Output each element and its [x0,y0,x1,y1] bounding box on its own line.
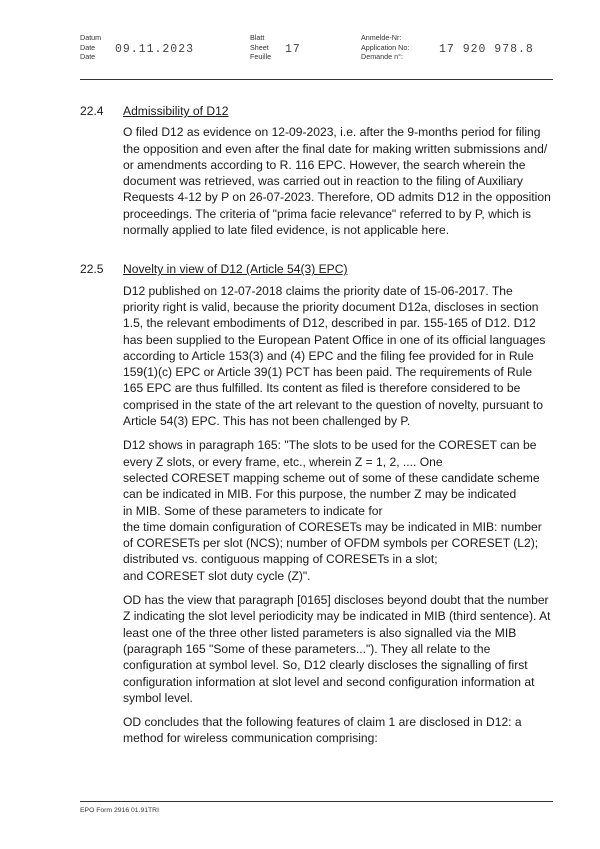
form-footer: EPO Form 2916 01.91TRI [80,807,159,814]
header-divider [80,79,553,80]
sheet-label-en: Sheet [250,42,269,52]
application-label-en: Application No: [361,42,410,52]
text-line: configuration information at slot level and second configuration information at [123,674,535,689]
section-number: 22.4 [80,104,104,118]
paragraph [123,124,555,238]
date-field [80,33,101,62]
text-line: normally applied to late filed evidence, is not applicable here. [123,223,450,238]
text-line: OD concludes that the following features of claim 1 are disclosed in D12: a [123,715,522,730]
paragraph [123,283,555,430]
text-line: proceedings. The criteria of "prima facie relevance" referred to by P, which is [123,206,532,221]
text-line: symbol level. [123,690,193,705]
text-line: Z indicating the slot level periodicity may be indicated in MIB (third sentence). At [123,609,551,624]
sheet-value: 17 [285,43,301,56]
date-value: 09.11.2023 [115,43,195,56]
text-line: has been supplied to the European Patent Office in one of its official languages [123,332,546,347]
text-line: every Z slots, or every frame, etc., wherein Z = 1, 2, .... One [123,454,443,469]
section-title: Admissibility of D12 [123,104,229,118]
text-line: document was retrieved, was carried out in reaction to the filing of Auxiliary [123,174,523,189]
text-line: can be indicated in MIB. For this purpose, the number Z may be indicated [123,487,517,502]
text-line: configuration at symbol level. So, D12 clearly discloses the signalling of first [123,658,528,673]
text-line: or amendments according to R. 116 EPC. However, the search wherein the [123,157,526,172]
application-label-de: Anmelde-Nr: [361,33,402,42]
paragraph [123,714,555,747]
sheet-label-de: Blatt [250,33,265,42]
text-line: least one of the three other listed parameters is also signalled via the MIB [123,625,517,640]
text-line: the opposition and even after the final date for making written submissions and/ [123,141,548,156]
date-label-de: Datum [80,33,102,42]
date-label-fr: Date [80,52,96,62]
application-label-fr: Demande n°: [361,52,404,62]
text-line: OD has the view that paragraph [0165] discloses beyond doubt that the number [123,593,549,608]
paragraph [123,592,555,706]
text-line: comprised in the state of the art relevant to the question of novelty, pursuant to [123,397,543,412]
sheet-label-fr: Feuille [250,52,272,62]
text-line: distributed vs. contiguous mapping of CORESETs in a slot; [123,552,438,567]
text-line: O filed D12 as evidence on 12-09-2023, i.e. after the 9-months period for filing [123,125,541,140]
text-line: method for wireless communication comprising: [123,731,378,746]
text-line: and CORESET slot duty cycle (Z)". [123,568,311,583]
date-label-en: Date [80,42,96,52]
document-header [80,33,552,73]
text-line: selected CORESET mapping scheme out of some of these candidate scheme [123,470,540,485]
text-line: D12 shows in paragraph 165: "The slots to be used for the CORESET can be [123,438,537,453]
section-number: 22.5 [80,262,104,277]
text-line: 159(1)(c) EPC or Article 39(1) PCT has been paid. The requirements of Rule [123,365,532,380]
text-line: according to Article 153(3) and (4) EPC and the filing fee provided for in Rule [123,348,534,363]
text-line: of CORESETs per slot (NCS); number of OFDM symbols per CORESET (L2); [123,536,539,551]
paragraph [123,437,555,584]
section-22-5 [80,261,555,746]
section-title: Novelty in view of D12 (Article 54(3) EPC) [123,262,348,277]
text-line: Requests 4-12 by P on 26-07-2023. Therefore, OD admits D12 in the opposition [123,190,551,205]
footer-divider [80,801,553,802]
text-line: priority right is valid, because the priority document D12a, discloses in section [123,299,539,314]
section-22-4 [80,103,555,238]
text-line: in MIB. Some of these parameters to indicate for [123,503,383,518]
document-body [80,103,555,747]
text-line: Article 54(3) EPC. This has not been challenged by P. [123,414,411,429]
text-line: 165 EPC are thus fulfilled. Its content as filed is therefore considered to be [123,381,521,396]
sheet-field [250,33,271,62]
application-field [361,33,409,62]
text-line: 1.5, the relevant embodiments of D12, described in par. 155-165 of D12. D12 [123,316,536,331]
text-line: D12 published on 12-07-2018 claims the priority date of 15-06-2017. The [123,283,513,298]
text-line: (paragraph 165 "Some of these parameters..."). They all relate to the [123,641,491,656]
application-value: 17 920 978.8 [439,43,534,56]
text-line: the time domain configuration of CORESETs may be indicated in MIB: number [123,519,542,534]
